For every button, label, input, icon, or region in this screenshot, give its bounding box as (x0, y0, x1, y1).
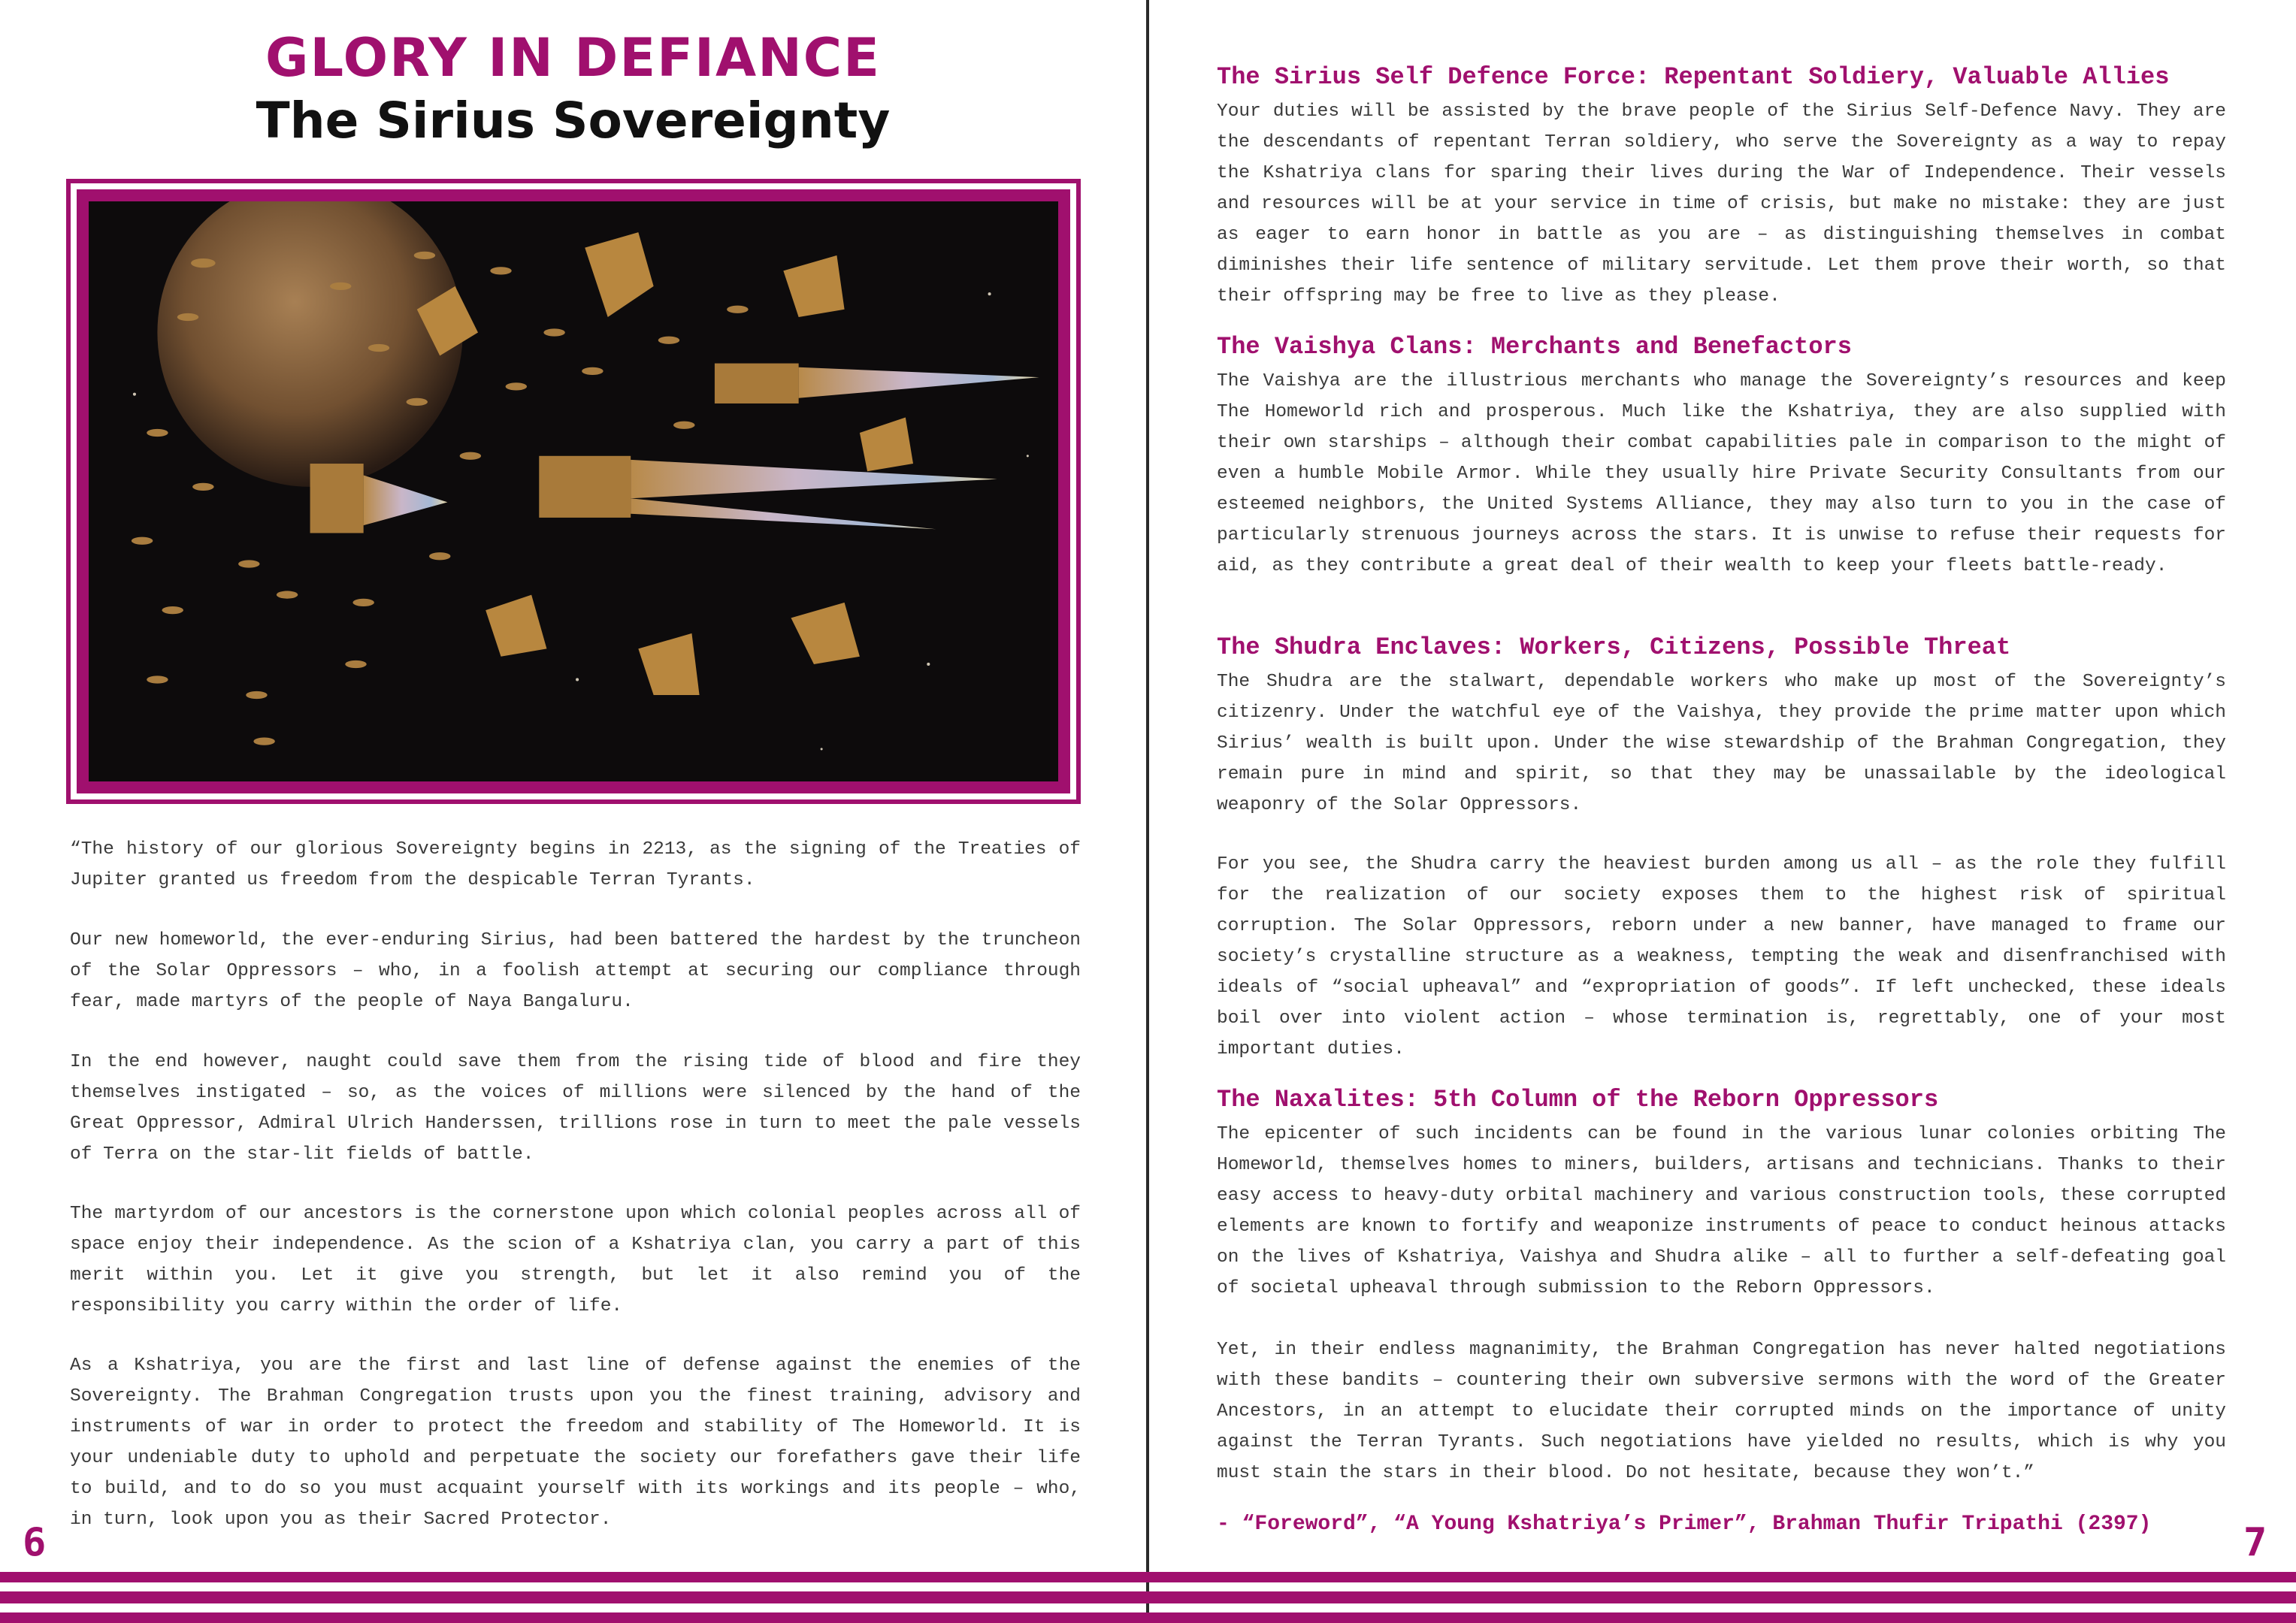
section-heading-self-defence-force: The Sirius Self Defence Force: Repentant Soldiery, Valuable Allies (1217, 63, 2170, 91)
space-fleet-illustration (77, 189, 1070, 793)
section-paragraph-vaishya: The Vaishya are the illustrious merchants who manage the Sovereignty’s resources and keep The Homeworld rich and prosperous. Much like the Kshatriya, they are also supplied with their own starships – although their combat capabilities pale in comparison to the might of even a humble Mobile Armor. While they usually hire Private Security Consultants from our esteemed neighbors, the United Systems Alliance, they may also turn to you in the case of particularly strenuous journeys across the stars. It is unwise to refuse their requests for aid, as they contribute a great deal of their wealth to keep your fleets battle-ready. (1217, 371, 2226, 576)
page-spine-divider (1146, 0, 1149, 1623)
space-fleet-svg (89, 201, 1058, 781)
section-paragraph-shudra-2: For you see, the Shudra carry the heaviest burden among us all – as the role they fulfill for the realization of our society exposes them to the highest risk of spiritual corruption. The Solar Oppressors, reborn under a new banner, have managed to frame our society’s crystalline structure as a weakness, tempting the weak and disenfranchised with ideals of “social upheaval” and “expropriation of goods”. If left unchecked, these ideals boil over into violent action – whose termination is, regrettably, one of your most important duties. (1217, 854, 2226, 1059)
footer-stripe-top (0, 1572, 2296, 1582)
section-paragraph-naxalites-1: The epicenter of such incidents can be found in the various lunar colonies orbiting The Homeworld, themselves homes to miners, builders, artisans and technicians. Thanks to their easy access to heavy-duty orbital machinery and various construction tools, these corrupted elements are known to fortify and weaponize instruments of peace to conduct heinous attacks on the lives of Kshatriya, Vaishya and Shudra alike – all to further a self-defeating goal of societal upheaval through submission to the Reborn Oppressors. (1217, 1124, 2226, 1298)
section-heading-naxalites: The Naxalites: 5th Column of the Reborn Oppressors (1217, 1086, 1939, 1114)
section-paragraph-self-defence-force: Your duties will be assisted by the brave people of the Sirius Self-Defence Navy. They are the descendants of repentant Terran soldiery, who serve the Sovereignty as a way to repay the Kshatriya clans for sparing their lives during the War of Independence. Their vessels and resources will be at your service in time of crisis, but make no mistake: they are just as eager to earn honor in battle as you are – as distinguishing themselves in combat diminishes their life sentence of military servitude. Let them prove their worth, so that their offspring may be free to live as they please. (1217, 101, 2226, 307)
page-title: GLORY IN DEFIANCE (265, 27, 881, 89)
footer-stripe-middle (0, 1591, 2296, 1603)
page-number-left: 6 (23, 1520, 47, 1565)
section-paragraph-naxalites-2: Yet, in their endless magnanimity, the Brahman Congregation has never halted negotiations with these bandits – countering their own subversive sermons with the word of the Greater Ancestors, in an attempt to elucidate their corrupted minds on the importance of unity against the Terran Tyrants. Such negotiations have yielded no results, which is why you must stain the stars in their blood. Do not hesitate, because they won’t.” (1217, 1340, 2226, 1483)
foreword-attribution: - “Foreword”, “A Young Kshatriya’s Primer”, Brahman Thufir Tripathi (2397) (1217, 1513, 2152, 1536)
foreword-paragraph-1: “The history of our glorious Sovereignty begins in 2213, as the signing of the Treaties of Jupiter granted us freedom from the despicable Terran Tyrants. (70, 839, 1081, 890)
foreword-paragraph-5: As a Kshatriya, you are the first and last line of defense against the enemies of the Sovereignty. The Brahman Congregation trusts upon you the finest training, advisory and instruments of war in order to protect the freedom and stability of The Homeworld. It is your undeniable duty to uphold and perpetuate the society our forefathers gave their life to build, and to do so you must acquaint yourself with its workings and its people – who, in turn, look upon you as their Sacred Protector. (70, 1356, 1081, 1530)
section-heading-shudra: The Shudra Enclaves: Workers, Citizens, Possible Threat (1217, 633, 2011, 661)
page-subtitle: The Sirius Sovereignty (256, 92, 891, 150)
section-heading-vaishya: The Vaishya Clans: Merchants and Benefactors (1217, 333, 1852, 361)
foreword-paragraph-2: Our new homeworld, the ever-enduring Sirius, had been battered the hardest by the truncheon of the Solar Oppressors – who, in a foolish attempt at securing our compliance through fear, made martyrs of the people of Naya Bangaluru. (70, 930, 1081, 1012)
page-number-right: 7 (2243, 1520, 2267, 1565)
section-paragraph-shudra-1: The Shudra are the stalwart, dependable workers who make up most of the Sovereignty’s citizenry. Under the watchful eye of the Vaishya, they provide the prime matter upon which Sirius’ wealth is built upon. Under the wise stewardship of the Brahman Congregation, they remain pure in mind and spirit, so that they may be unassailable by the ideological weaponry of the Solar Oppressors. (1217, 672, 2226, 815)
footer-stripe-bottom (0, 1612, 2296, 1623)
foreword-paragraph-4: The martyrdom of our ancestors is the cornerstone upon which colonial peoples across all of space enjoy their independence. As the scion of a Kshatriya clan, you carry a part of this merit within you. Let it give you strength, but let it also remind you of the responsibility you carry within the order of life. (70, 1204, 1081, 1316)
illustration-frame (66, 179, 1081, 804)
foreword-paragraph-3: In the end however, naught could save them from the rising tide of blood and fire they themselves instigated – so, as the voices of millions were silenced by the hand of the Great Oppressor, Admiral Ulrich Handerssen, trillions rose in turn to meet the pale vessels of Terra on the star-lit fields of battle. (70, 1052, 1081, 1165)
